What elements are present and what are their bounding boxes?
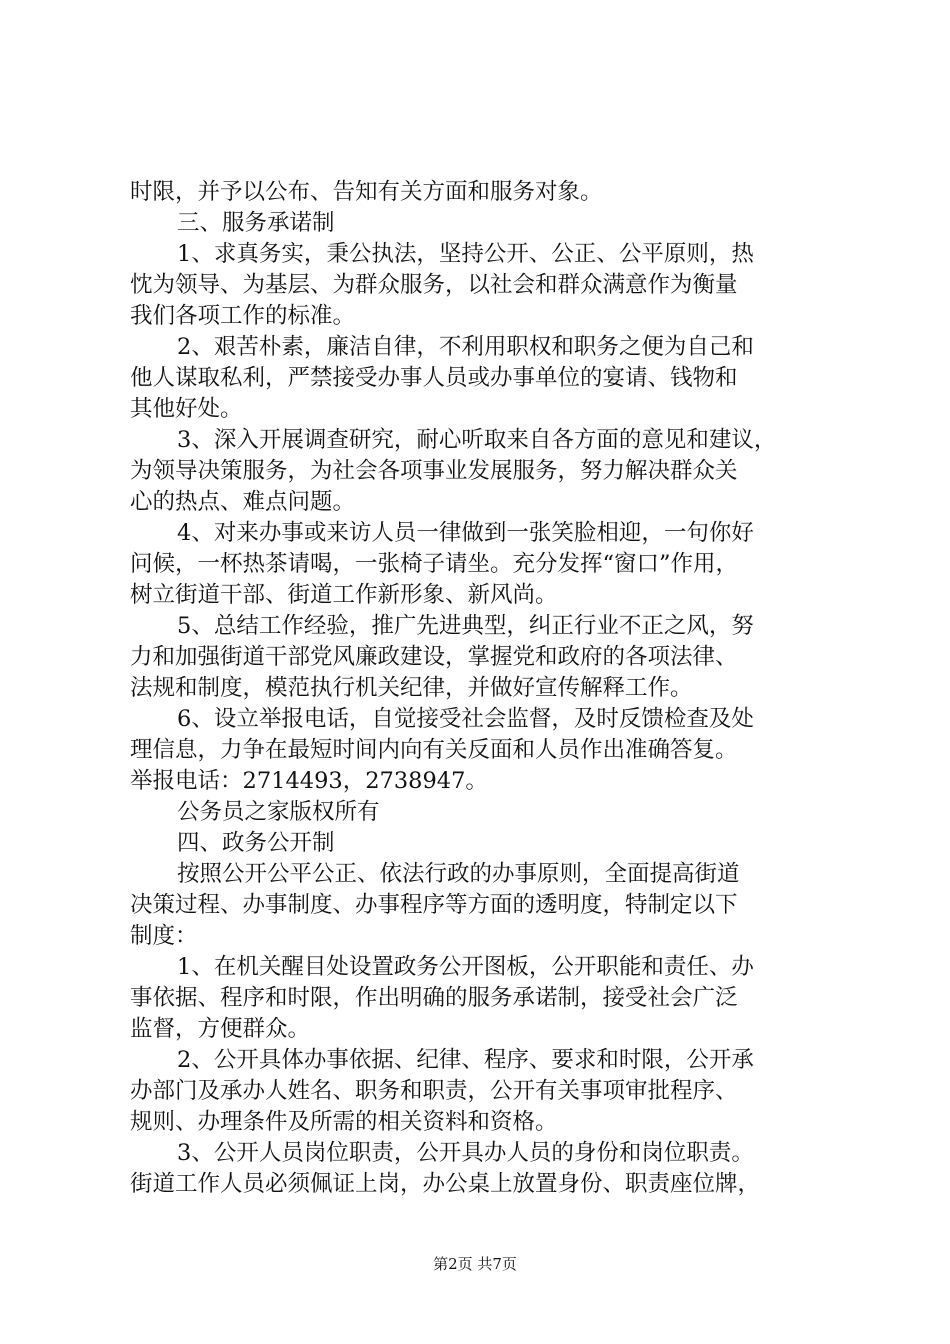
text-line: 他人谋取私利，严禁接受办事人员或办事单位的宴请、钱物和 [130,365,738,391]
text-line: 5、总结工作经验，推广先进典型，纠正行业不正之风，努 [177,613,754,639]
text-line: 3、公开人员岗位职责，公开具办人员的身份和岗位职责。 [177,1140,754,1166]
text-line: 2、艰苦朴素，廉洁自律，不利用职权和职务之便为自己和 [177,334,754,360]
text-line: 问候，一杯热茶请喝，一张椅子请坐。充分发挥“窗口”作用， [130,551,739,577]
text-line: 监督，方便群众。 [130,1016,311,1042]
text-line: 6、设立举报电话，自觉接受社会监督，及时反馈检查及处 [177,706,754,732]
text-line: 时限，并予以公布、告知有关方面和服务对象。 [130,179,603,205]
section-heading: 四、政务公开制 [177,830,335,856]
text-line: 忱为领导、为基层、为群众服务，以社会和群众满意作为衡量 [130,272,738,298]
text-line: 其他好处。 [130,396,243,422]
text-line: 2、公开具体办事依据、纪律、程序、要求和时限，公开承 [177,1047,754,1073]
text-line: 举报电话：2714493，2738947。 [130,768,488,794]
text-line: 街道工作人员必须佩证上岗，办公桌上放置身份、职责座位牌， [130,1171,761,1197]
text-line: 4、对来办事或来访人员一律做到一张笑脸相迎，一句你好 [177,520,754,546]
text-line: 力和加强街道干部党风廉政建设，掌握党和政府的各项法律、 [130,644,738,670]
text-line: 3、深入开展调查研究，耐心听取来自各方面的意见和建议， [177,427,777,453]
text-line: 1、求真务实，秉公执法，坚持公开、公正、公平原则，热 [177,241,754,267]
text-line: 为领导决策服务，为社会各项事业发展服务，努力解决群众关 [130,458,738,484]
watermark-line: 公务员之家版权所有 [177,799,380,825]
text-line: 按照公开公平公正、依法行政的办事原则，全面提高街道 [177,861,740,887]
text-line: 理信息，力争在最短时间内向有关反面和人员作出准确答复。 [130,737,738,763]
page-footer: 第2页 共7页 [433,1255,517,1273]
text-line: 决策过程、办事制度、办事程序等方面的透明度，特制定以下 [130,892,738,918]
text-line: 1、在机关醒目处设置政务公开图板，公开职能和责任、办 [177,954,754,980]
text-line: 心的热点、难点问题。 [130,489,356,515]
text-line: 我们各项工作的标准。 [130,303,356,329]
section-heading: 三、服务承诺制 [177,210,335,236]
text-line: 制度： [130,923,198,949]
text-line: 规则、办理条件及所需的相关资料和资格。 [130,1109,558,1135]
text-line: 法规和制度，模范执行机关纪律，并做好宣传解释工作。 [130,675,693,701]
text-line: 事依据、程序和时限，作出明确的服务承诺制，接受社会广泛 [130,985,738,1011]
text-line: 办部门及承办人姓名、职务和职责，公开有关事项审批程序、 [130,1078,738,1104]
text-line: 树立街道干部、街道工作新形象、新风尚。 [130,582,558,608]
